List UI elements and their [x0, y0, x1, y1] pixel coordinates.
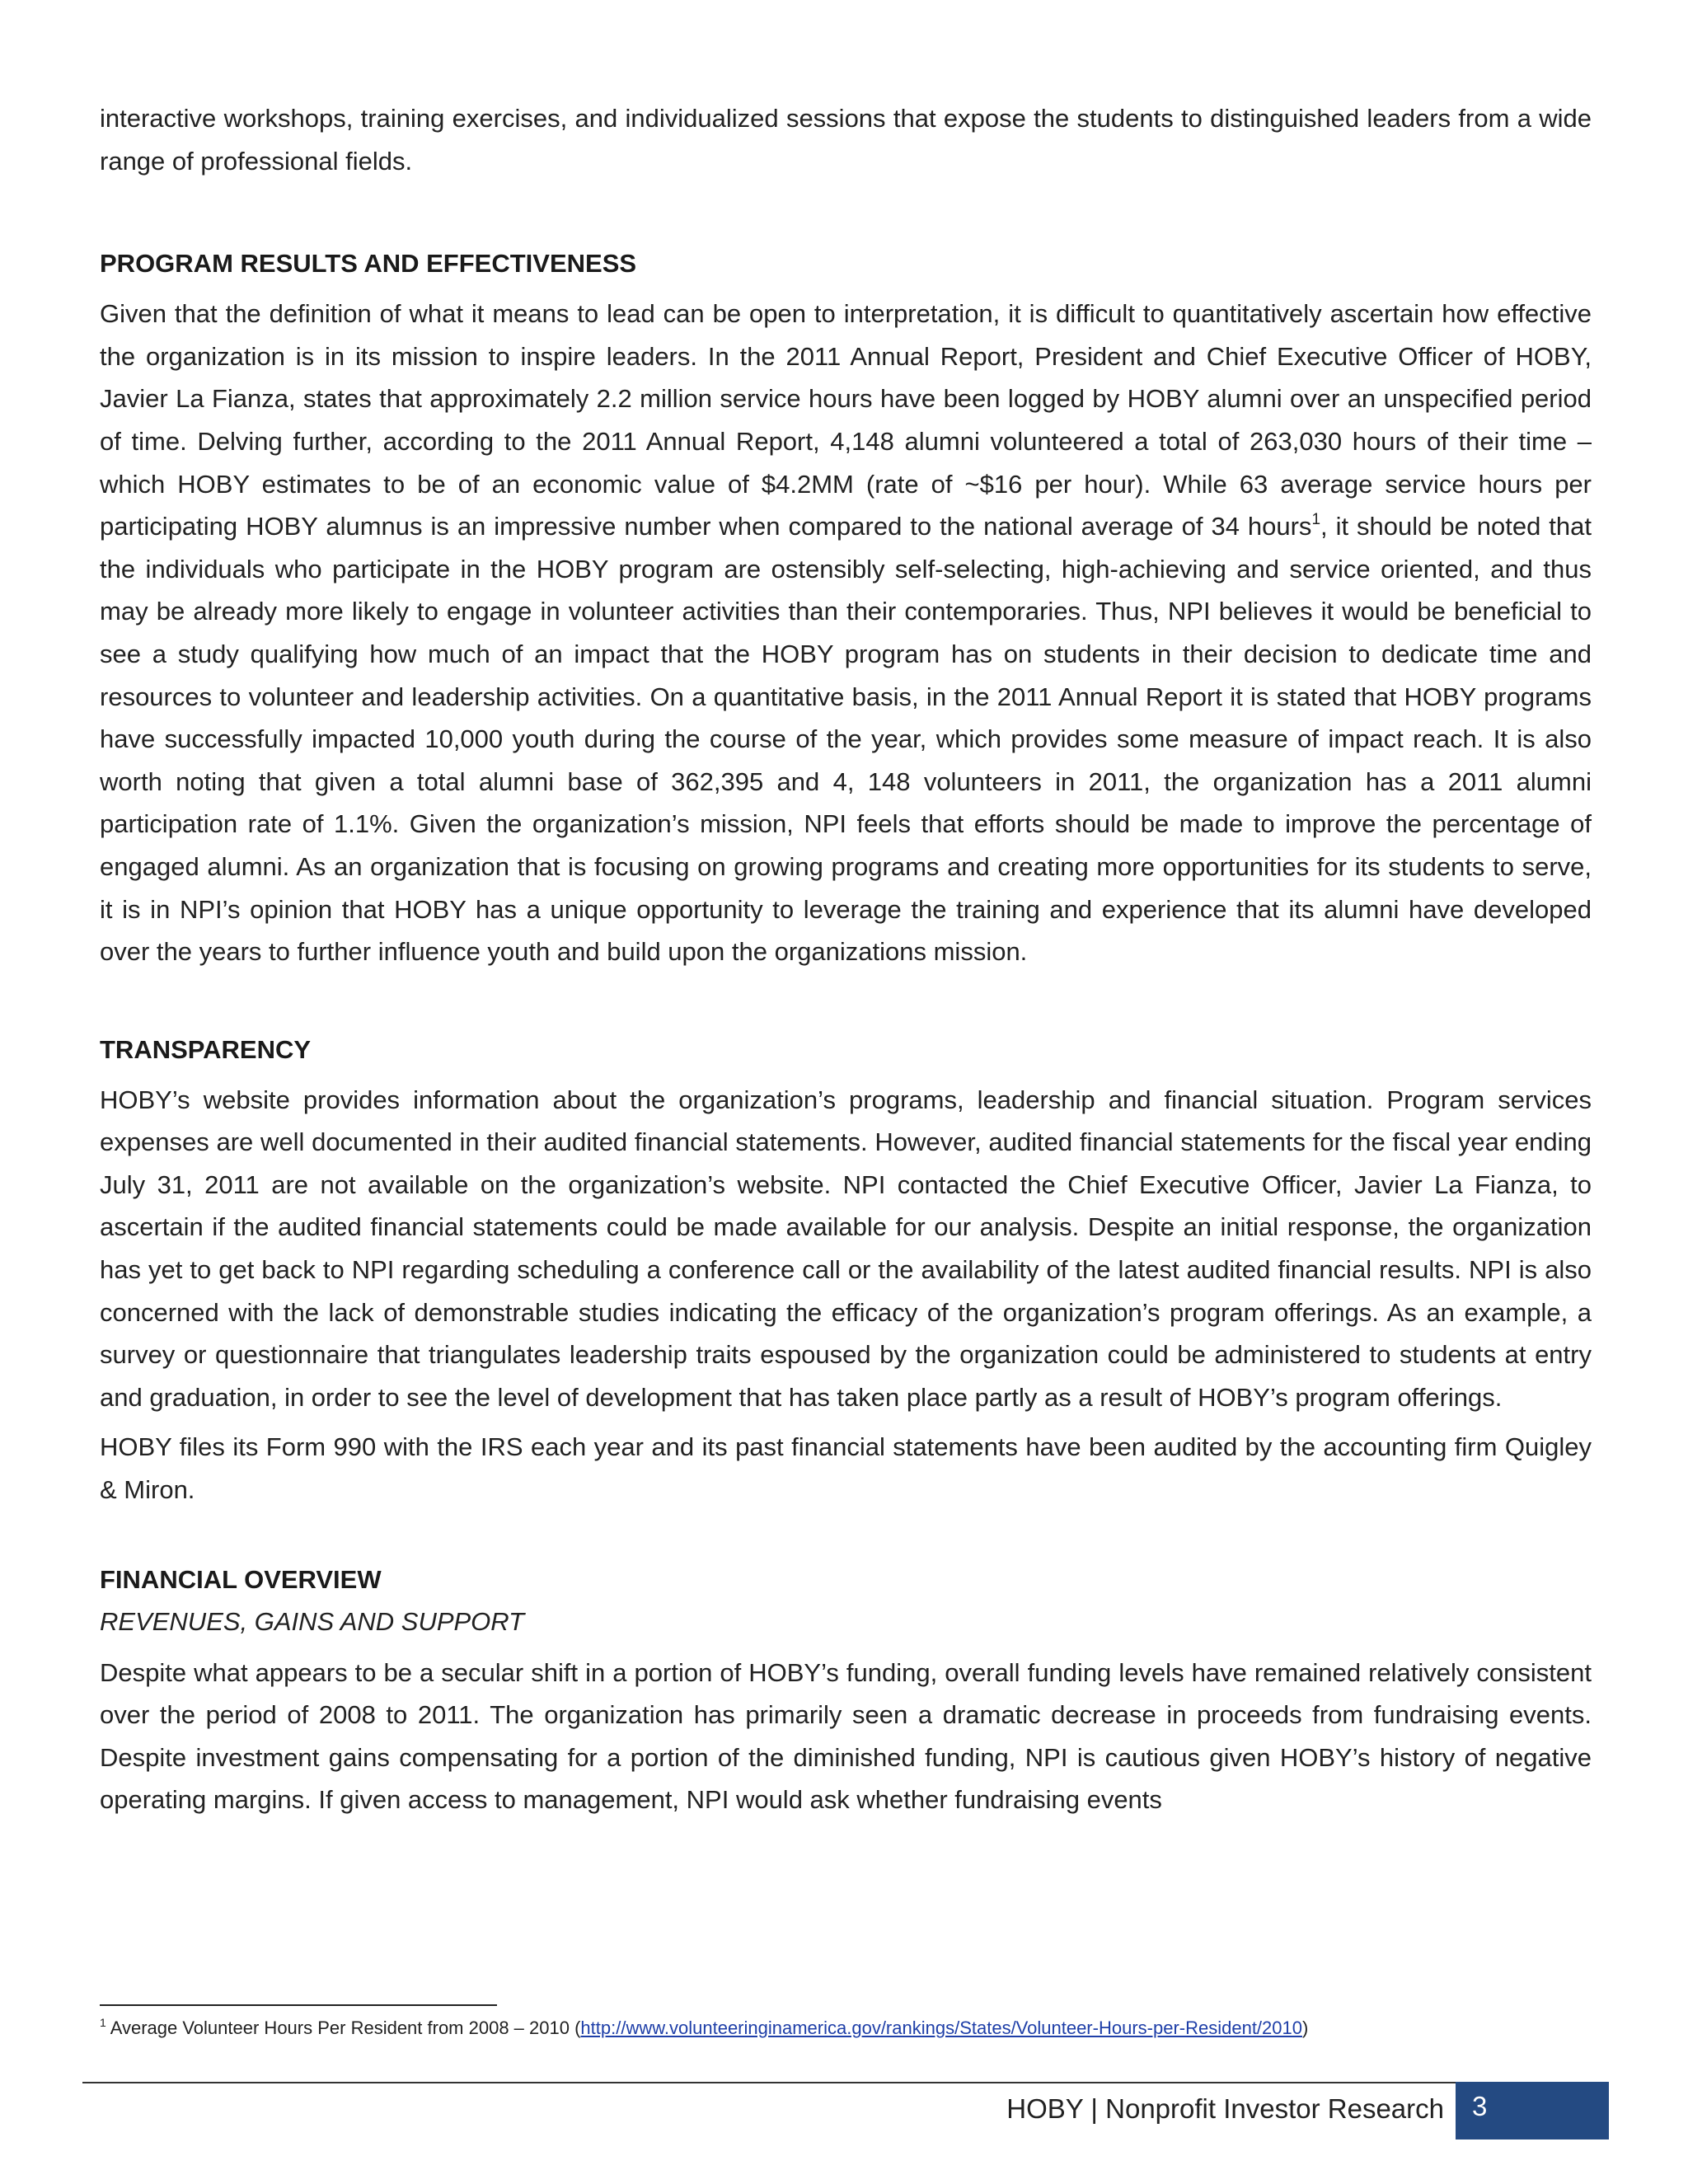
footer-separator — [82, 2082, 1609, 2083]
footnote-separator — [100, 2004, 497, 2006]
page-number-box — [1456, 2082, 1609, 2139]
page-number: 3 — [1472, 2091, 1488, 2121]
transparency-paragraph-1: HOBY’s website provides information about the organization’s programs, leadership and financial situation. Program services expenses are well documented in their audited financial statements. However, audited financial statements for the fiscal year ending July 31, 2011 are not available on the organization’s website. NPI contacted the Chief Executive Officer, Javier La Fianza, to ascertain if the audited financial statements could be made available for our analysis. Despite an initial response, the organization has yet to get back to NPI regarding scheduling a conference call or the availability of the latest audited financial results. NPI is also concerned with the lack of demonstrable studies indicating the efficacy of the organization’s program offerings. As an example, a survey or questionnaire that triangulates leadership traits espoused by the organization could be administered to students at entry and graduation, in order to see the level of development that has taken place partly as a result of HOBY’s program offerings. — [100, 1085, 1592, 1412]
program-results-text-part-1: Given that the definition of what it means to lead can be open to interpretation, it is difficult to quantitatively ascertain how effective the organization is in its mission to inspire leaders. In the 2011 Annual Report, President and Chief Executive Officer of HOBY, Javier La Fianza, states that approximately 2.2 million service hours have been logged by HOBY alumni over an unspecified period of time. Delving further, according to the 2011 Annual Report, 4,148 alumni volunteered a total of 263,030 hours of their time – which HOBY estimates to be of an economic value of $4.2MM (rate of ~$16 per hour). While 63 average service hours per participating HOBY alumnus is an impressive number when compared to the national average of 34 hours — [100, 299, 1592, 541]
program-results-heading: PROGRAM RESULTS AND EFFECTIVENESS — [100, 249, 637, 279]
program-results-text-part-2: , it should be noted that the individuals who participate in the HOBY program are ostensibly self-selecting, high-achieving and service oriented, and thus may be already more likely to engage in volunteer activities than their contemporaries. Thus, NPI believes it would be beneficial to see a study qualifying how much of an impact that the HOBY program has on students in their decision to dedicate time and resources to volunteer and leadership activities. On a quantitative basis, in the 2011 Annual Report it is stated that HOBY programs have successfully impacted 10,000 youth during the course of the year, which provides some measure of impact reach. It is also worth noting that given a total alumni base of 362,395 and 4, 148 volunteers in 2011, the organization has a 2011 alumni participation rate of 1.1%. Given the organization’s mission, NPI feels that efforts should be made to improve the percentage of engaged alumni. As an organization that is focusing on growing programs and creating more opportunities for its students to serve, it is in NPI’s opinion that HOBY has a unique opportunity to leverage the training and experience that its alumni have developed over the years to further influence youth and build upon the organizations mission. — [100, 512, 1592, 967]
revenues-subheading: REVENUES, GAINS AND SUPPORT — [100, 1606, 525, 1636]
financial-overview-paragraph: Despite what appears to be a secular shift in a portion of HOBY’s funding, overall funding levels have remained relatively consistent over the period of 2008 to 2011. The organization has primarily seen a dramatic decrease in proceeds from fundraising events. Despite investment gains compensating for a portion of the diminished funding, NPI is cautious given HOBY’s history of negative operating margins. If given access to management, NPI would ask whether fundraising events — [100, 1657, 1592, 1815]
footnote-marker: 1 — [100, 2016, 106, 2029]
intro-continuation-paragraph: interactive workshops, training exercises, and individualized sessions that expose the students to distinguished leaders from a wide range of professional fields. — [100, 104, 1592, 176]
financial-overview-heading: FINANCIAL OVERVIEW — [100, 1564, 382, 1594]
footnote-link[interactable]: http://www.volunteeringinamerica.gov/rankings/States/Volunteer-Hours-per-Resident/2010 — [580, 2018, 1302, 2038]
footnote-text: Average Volunteer Hours Per Resident from 2008 – 2010 ( — [106, 2018, 581, 2038]
transparency-heading: TRANSPARENCY — [100, 1034, 312, 1064]
footnote-text-end: ) — [1301, 2018, 1309, 2038]
transparency-paragraph-2: HOBY files its Form 990 with the IRS each year and its past financial statements have been audited by the accounting firm Quigley & Miron. — [100, 1432, 1592, 1505]
footnote-reference-marker: 1 — [1311, 511, 1321, 529]
program-results-paragraph — [100, 293, 1592, 973]
footnote — [100, 2016, 1592, 2041]
footer-title: HOBY | Nonprofit Investor Research — [1006, 2093, 1444, 2124]
main-content — [100, 97, 1592, 1821]
